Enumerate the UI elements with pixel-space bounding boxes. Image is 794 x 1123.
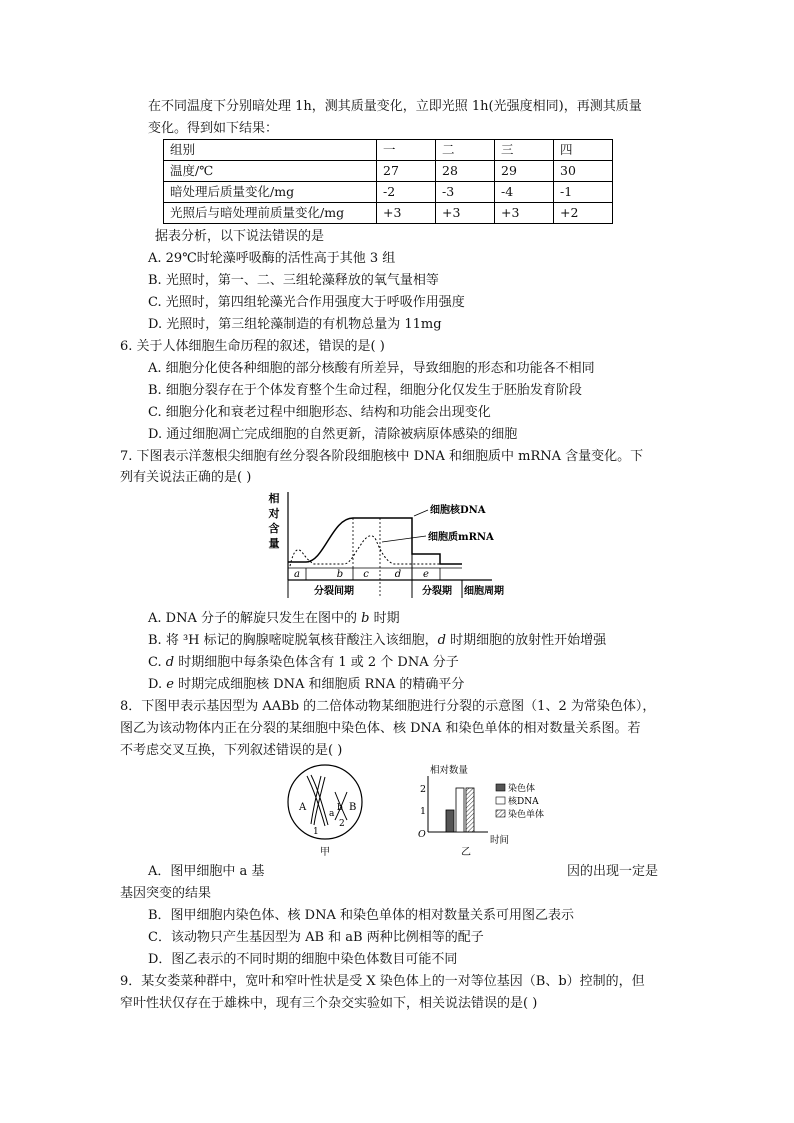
gene-label-b: b [337, 803, 343, 813]
option-text: 时期 [369, 611, 400, 626]
q8-option-a-right: 因的出现一定是 [567, 864, 659, 879]
yi-tick-2: 2 [420, 784, 427, 795]
q8-option-c: C．该动物只产生基因型为 AB 和 aB 两种比例相等的配子 [148, 930, 484, 945]
table-row-label: 温度/℃ [164, 161, 377, 182]
option-text: 时期完成细胞核 DNA 和细胞质 RNA 的精确平分 [173, 677, 465, 692]
interphase-label: 分裂间期 [314, 586, 354, 597]
q5-data-table [163, 139, 613, 224]
table-row [164, 140, 613, 161]
gene-label-a: a [329, 809, 335, 819]
q8-figure-jia [285, 762, 369, 858]
table-cell: -4 [495, 182, 554, 203]
table-row-label: 组别 [164, 140, 377, 161]
q5-option-b: B. 光照时，第一、二、三组轮藻释放的氧气量相等 [148, 273, 439, 288]
y-axis-label-char: 量 [268, 537, 280, 550]
q6-option-d: D. 通过细胞凋亡完成细胞的自然更新，清除被病原体感染的细胞 [148, 427, 518, 442]
q7-option-d [148, 676, 464, 694]
legend-chromatid: 染色单体 [508, 810, 545, 820]
y-axis-label [268, 491, 280, 550]
q7-stem-line2: 列有关说法正确的是( ) [120, 470, 252, 485]
phase-label-b: b [336, 569, 344, 580]
q7-stem-line1: 7. 下图表示洋葱根尖细胞有丝分裂各阶段细胞核中 DNA 和细胞质中 mRNA 含量变化。下 [120, 449, 644, 464]
table-row-label: 暗处理后质量变化/mg [164, 182, 377, 203]
table-cell: 三 [495, 140, 554, 161]
phase-label-d: d [394, 569, 402, 580]
q7-dna-mrna-figure [262, 488, 512, 598]
gene-label-B: B [349, 802, 357, 813]
option-text: 时期细胞的放射性开始增强 [445, 633, 607, 648]
q6-option-b: B. 细胞分裂存在于个体发育整个生命过程，细胞分化仅发生于胚胎发育阶段 [148, 383, 582, 398]
phase-label-e: e [423, 569, 429, 580]
q5-option-a: A. 29℃时轮藻呼吸酶的活性高于其他 3 组 [148, 251, 396, 266]
legend-swatch-chromosome [496, 784, 505, 791]
table-cell: +3 [377, 203, 436, 224]
option-text: A. DNA 分子的解旋只发生在图中的 [148, 611, 362, 626]
chromosome-number-2: 2 [339, 819, 345, 829]
q9-stem-line1: 9．某女娄菜种群中，宽叶和窄叶性状是受 X 染色体上的一对等位基因（B、b）控制的，但 [120, 974, 645, 989]
yi-x-axis-label: 时间 [490, 835, 510, 846]
q7-option-b [148, 632, 606, 650]
table-cell: 27 [377, 161, 436, 182]
yi-tick-1: 1 [420, 806, 427, 817]
option-text: D. [148, 677, 167, 692]
yi-origin: O [418, 829, 426, 840]
table-cell: -2 [377, 182, 436, 203]
chromatid-strand [307, 776, 325, 826]
table-cell: -1 [554, 182, 613, 203]
y-axis-label-char: 含 [268, 522, 280, 535]
mrna-curve-label: 细胞质mRNA [428, 532, 494, 543]
option-variable: d [437, 633, 446, 648]
legend-chromosome: 染色体 [508, 784, 536, 794]
option-text: 时期细胞中每条染色体含有 1 或 2 个 DNA 分子 [174, 655, 459, 670]
q7-option-c [148, 654, 459, 672]
table-row-label: 光照后与暗处理前质量变化/mg [164, 203, 377, 224]
mrna-label-leader [382, 536, 426, 542]
q6-option-a: A. 细胞分化使各种细胞的部分核酸有所差异，导致细胞的形态和功能各不相同 [148, 361, 595, 376]
figure-caption-jia: 甲 [320, 847, 330, 858]
cell-cycle-axis-label: 细胞周期 [464, 586, 504, 597]
table-cell: +3 [495, 203, 554, 224]
q5-option-d: D. 光照时，第三组轮藻制造的有机物总量为 11mg [148, 317, 442, 332]
option-text: B. 将 ³H 标记的胸腺嘧啶脱氧核苷酸注入该细胞， [148, 633, 438, 648]
y-axis-label-char: 对 [268, 507, 280, 520]
q5-intro-line2: 变化。得到如下结果： [148, 121, 279, 136]
option-variable: d [165, 655, 175, 670]
q5-stem: 据表分析，以下说法错误的是 [155, 229, 325, 244]
table-cell: 一 [377, 140, 436, 161]
yi-y-axis-label: 相对数量 [430, 765, 469, 776]
bar-chromosome [446, 810, 454, 832]
division-period-label: 分裂期 [422, 586, 452, 597]
table-row [164, 182, 613, 203]
q8-option-d: D．图乙表示的不同时期的细胞中染色体数目可能不同 [148, 952, 458, 967]
q8-stem-line3: 不考虑交叉互换，下列叙述错误的是( ) [120, 743, 343, 758]
table-cell: 二 [436, 140, 495, 161]
y-axis-label-char: 相 [268, 492, 280, 505]
q8-stem-line1: 8．下图甲表示基因型为 AABb 的二倍体动物某细胞进行分裂的示意图（1、2 为常染色体）， [120, 699, 656, 714]
phase-label-a: a [294, 569, 300, 580]
q7-option-a [148, 610, 400, 628]
q8-figure-yi-chart [410, 762, 590, 858]
table-cell: +2 [554, 203, 613, 224]
phase-label-c: c [363, 569, 369, 580]
bar-nuclear-dna [456, 788, 464, 832]
table-cell: 四 [554, 140, 613, 161]
legend-nuclear-dna: 核DNA [508, 797, 539, 807]
option-variable: e [166, 677, 174, 692]
table-cell: 28 [436, 161, 495, 182]
table-cell: +3 [436, 203, 495, 224]
chromosome-number-1: 1 [313, 827, 319, 837]
figure-caption-yi: 乙 [461, 847, 471, 858]
legend-swatch-chromatid [496, 810, 505, 817]
q6-stem: 6. 关于人体细胞生命历程的叙述，错误的是( ) [120, 339, 385, 354]
option-text: C. [148, 655, 166, 670]
bar-chromatid [466, 788, 474, 832]
q8-option-a-left: A．图甲细胞中 a 基 [148, 864, 265, 879]
q6-option-c: C. 细胞分化和衰老过程中细胞形态、结构和功能会出现变化 [148, 405, 491, 420]
dna-curve-label: 细胞核DNA [430, 505, 486, 516]
option-variable: b [361, 611, 370, 626]
table-row [164, 161, 613, 182]
q8-option-b: B．图甲细胞内染色体、核 DNA 和染色单体的相对数量关系可用图乙表示 [148, 908, 575, 923]
table-cell: 29 [495, 161, 554, 182]
legend-swatch-dna [496, 797, 505, 804]
gene-label-A: A [299, 802, 307, 813]
dna-label-leader [414, 510, 428, 516]
chromosome-1 [307, 775, 328, 826]
q5-intro-line1: 在不同温度下分别暗处理 1h，测其质量变化，立即光照 1h(光强度相同)，再测其质量 [148, 99, 642, 114]
q5-option-c: C. 光照时，第四组轮藻光合作用强度大于呼吸作用强度 [148, 295, 465, 310]
q8-option-a-continued: 基因突变的结果 [120, 886, 212, 901]
q8-stem-line2: 图乙为该动物体内正在分裂的某细胞中染色体、核 DNA 和染色单体的相对数量关系图。若 [120, 721, 641, 736]
table-row [164, 203, 613, 224]
table-cell: 30 [554, 161, 613, 182]
table-cell: -3 [436, 182, 495, 203]
q9-stem-line2: 窄叶性状仅存在于雄株中，现有三个杂交实验如下，相关说法错误的是( ) [120, 996, 538, 1011]
